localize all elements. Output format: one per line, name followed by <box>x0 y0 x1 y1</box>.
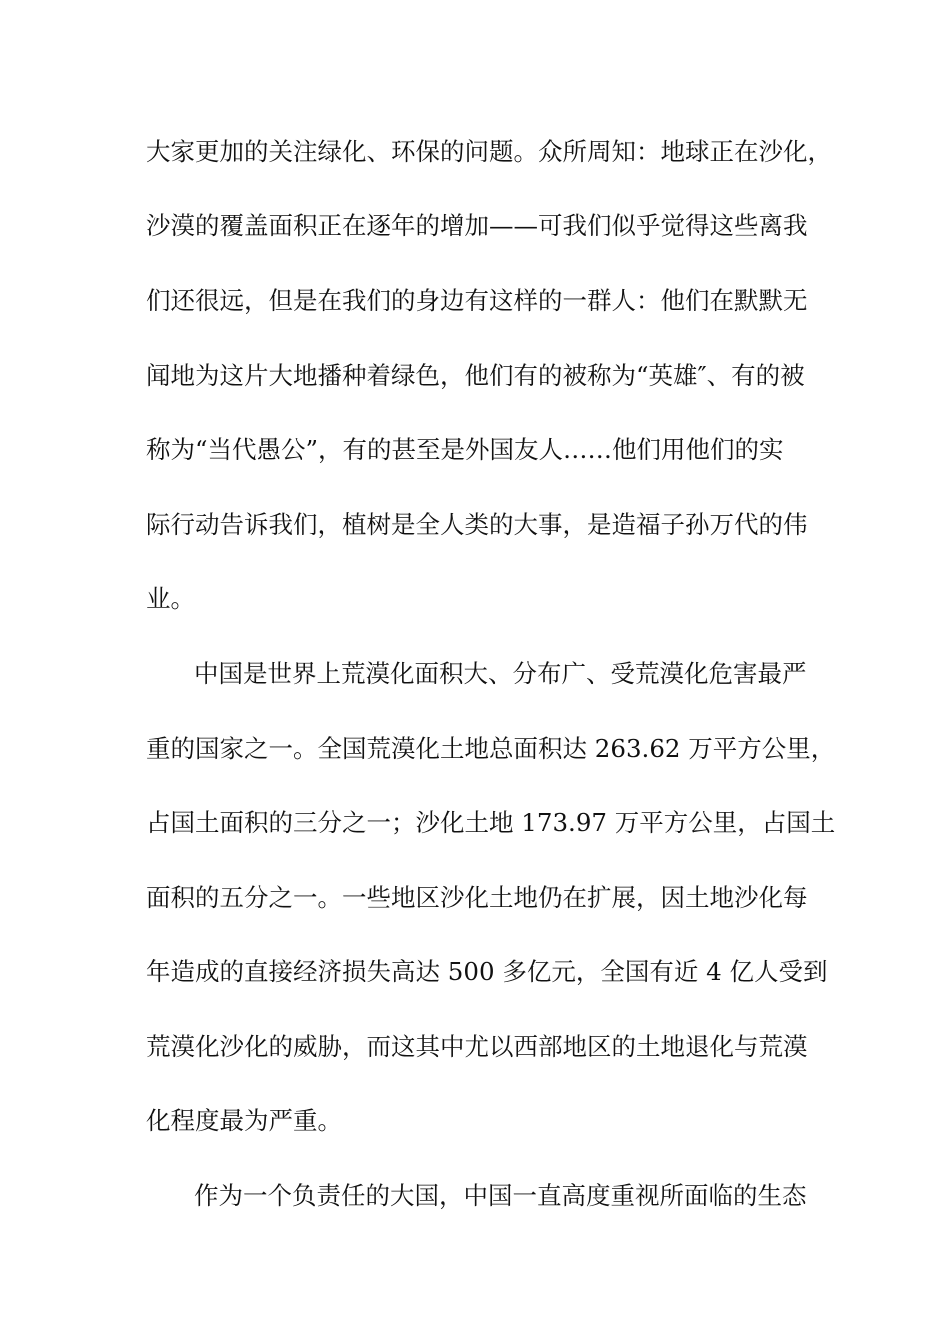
paragraph-2-line-2: 重的国家之一。全国荒漠化土地总面积达 263.62 万平方公里， <box>146 734 836 763</box>
paragraph-1-line-3: 们还很远，但是在我们的身边有这样的一群人：他们在默默无 <box>146 286 808 315</box>
paragraph-1-line-2: 沙漠的覆盖面积正在逐年的增加——可我们似乎觉得这些离我 <box>146 211 808 240</box>
paragraph-2-line-4: 面积的五分之一。一些地区沙化土地仍在扩展，因土地沙化每 <box>146 883 808 912</box>
paragraph-1-line-4: 闻地为这片大地播种着绿色，他们有的被称为“英雄″、有的被 <box>146 361 805 390</box>
paragraph-2-line-1: 中国是世界上荒漠化面积大、分布广、受荒漠化危害最严 <box>194 659 807 688</box>
paragraph-1-line-7: 业。 <box>146 584 195 613</box>
paragraph-3-line-1: 作为一个负责任的大国，中国一直高度重视所面临的生态 <box>194 1181 807 1210</box>
paragraph-1-line-1: 大家更加的关注绿化、环保的问题。众所周知：地球正在沙化， <box>146 137 832 166</box>
paragraph-2-line-6: 荒漠化沙化的威胁，而这其中尤以西部地区的土地退化与荒漠 <box>146 1032 808 1061</box>
paragraph-2-line-7: 化程度最为严重。 <box>146 1106 342 1135</box>
paragraph-1-line-6: 际行动告诉我们，植树是全人类的大事，是造福子孙万代的伟 <box>146 510 808 539</box>
paragraph-1-line-5: 称为“当代愚公”，有的甚至是外国友人……他们用他们的实 <box>146 435 784 464</box>
paragraph-2-line-5: 年造成的直接经济损失高达 500 多亿元，全国有近 4 亿人受到 <box>146 957 828 986</box>
paragraph-2-line-3: 占国土面积的三分之一；沙化土地 173.97 万平方公里，占国土 <box>146 808 836 837</box>
